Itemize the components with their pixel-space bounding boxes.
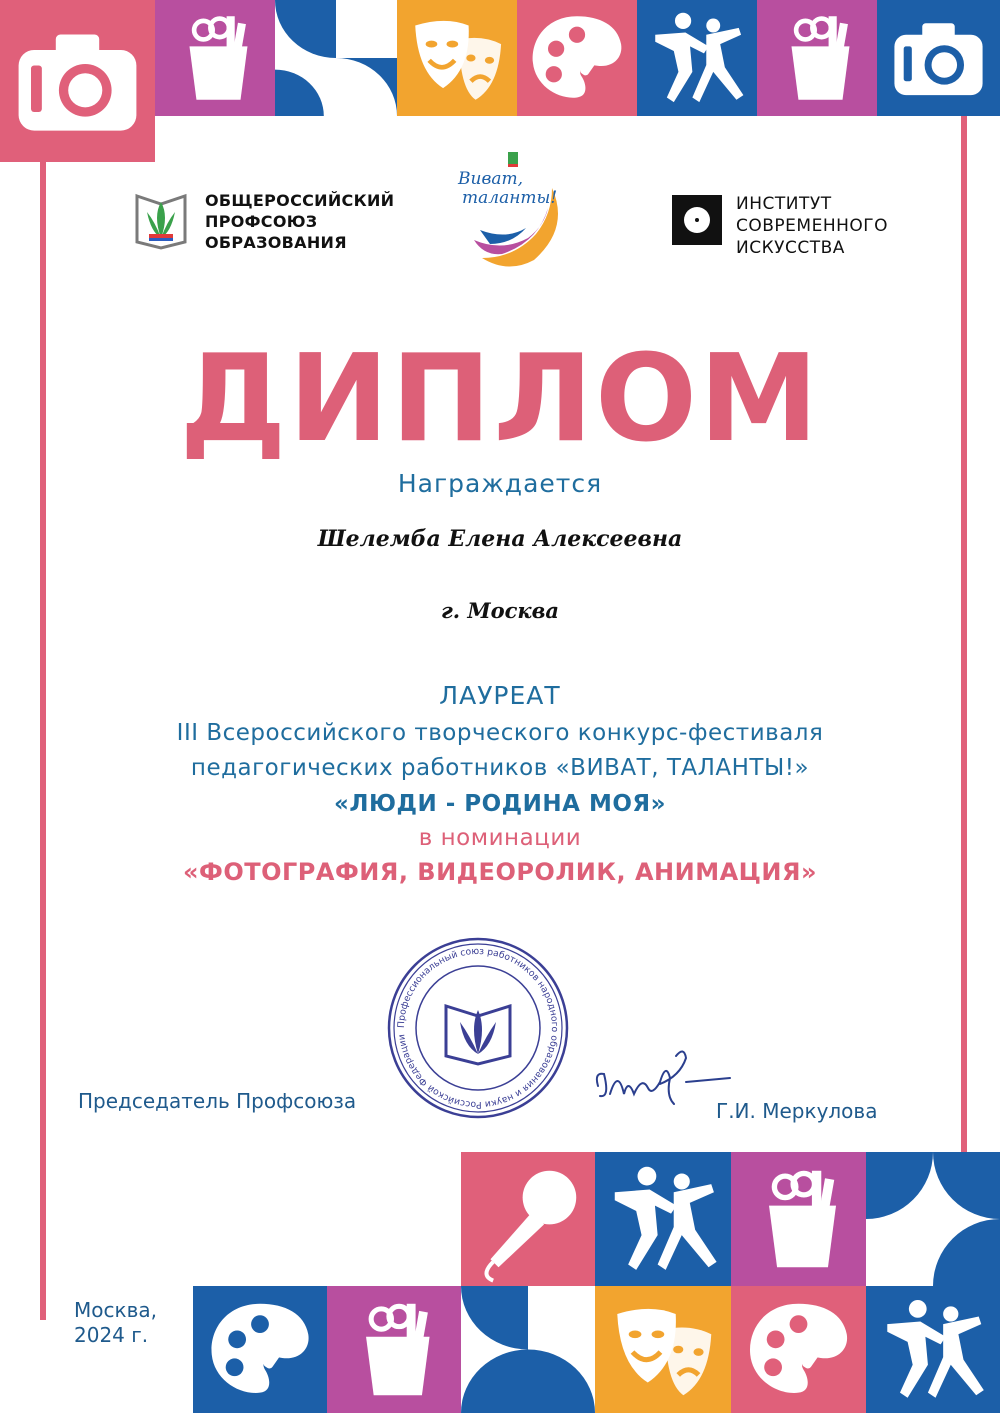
union-logo-line: ОБЩЕРОССИЙСКИЙ (205, 191, 395, 210)
palette-icon (193, 1286, 327, 1413)
camera-tile-small (877, 0, 1000, 116)
vivat-logo (452, 148, 572, 272)
footer-city: Москва, (74, 1298, 157, 1322)
award-rank: ЛАУРЕАТ (439, 681, 561, 710)
contest-line-2: педагогических работников «ВИВАТ, ТАЛАНТЫ!» (190, 755, 810, 781)
contest-line-1: III Всероссийского творческого конкурс-фестиваля (176, 720, 824, 746)
union-logo-line: ПРОФСОЮЗ (205, 212, 318, 231)
union-emblem-icon (133, 188, 189, 250)
palette-tile (731, 1286, 866, 1413)
pencil-cup-tile-2 (757, 0, 877, 116)
recipient-name: Шелемба Елена Алексеевна (317, 526, 683, 552)
palette-tile (517, 0, 637, 116)
footer-year: 2024 г. (74, 1323, 149, 1347)
pencil-cup-tile (327, 1286, 461, 1413)
pencil-cup-icon (731, 1152, 866, 1286)
dancers-icon (637, 0, 757, 116)
official-stamp (386, 936, 570, 1120)
theatre-masks-icon (595, 1286, 731, 1413)
palette-tile (193, 1286, 327, 1413)
dancers-icon (866, 1286, 1000, 1413)
institute-logo (672, 193, 912, 258)
footer-place-date (74, 1298, 157, 1348)
theatre-masks-icon (397, 0, 517, 116)
nomination-title: «ФОТОГРАФИЯ, ВИДЕОРОЛИК, АНИМАЦИЯ» (183, 858, 817, 886)
union-logo-line: ОБРАЗОВАНИЯ (205, 233, 347, 252)
masks-tile (397, 0, 517, 116)
nomination-label: в номинации (418, 825, 582, 851)
geo-tile (866, 1152, 1000, 1286)
awarded-label: Награждается (397, 469, 603, 498)
frame-right-line (961, 116, 967, 1156)
signatory-name: Г.И. Меркулова (716, 1099, 878, 1123)
union-logo (133, 188, 395, 252)
dancers-tile (595, 1152, 731, 1286)
palette-icon (731, 1286, 866, 1413)
institute-logo-line: СОВРЕМЕННОГО (736, 216, 889, 236)
diploma-title: ДИПЛОМ (179, 330, 821, 469)
institute-emblem-icon (672, 195, 722, 245)
masks-tile (595, 1286, 731, 1413)
signatory-position: Председатель Профсоюза (78, 1089, 357, 1113)
palette-icon (517, 0, 637, 116)
dancers-tile (637, 0, 757, 116)
vivat-logo-line1: Виват, (458, 169, 523, 189)
camera-icon (877, 0, 1000, 116)
microphone-icon (461, 1152, 595, 1286)
pencil-cup-tile (731, 1152, 866, 1286)
stamp-ring-text: Профессиональный союз работников народного образования и науки Российской Федерации (395, 945, 561, 1111)
svg-text:Профессиональный союз работник (386, 936, 560, 1110)
geo-tile (461, 1286, 595, 1413)
camera-tile-large (0, 0, 155, 162)
microphone-tile-icon (461, 1152, 595, 1286)
dancers-icon (595, 1152, 731, 1286)
geo-tile (275, 0, 397, 116)
contest-theme: «ЛЮДИ - РОДИНА МОЯ» (334, 791, 666, 817)
institute-logo-line: ИНСТИТУТ (736, 194, 832, 214)
pencil-cup-tile (155, 0, 275, 116)
dancers-tile (866, 1286, 1000, 1413)
vivat-logo-line2: таланты! (462, 188, 558, 208)
pencil-cup-icon (155, 0, 275, 116)
institute-logo-line: ИСКУССТВА (736, 238, 845, 258)
pencil-cup-icon (757, 0, 877, 116)
camera-icon (0, 0, 155, 162)
pencil-cup-icon (327, 1286, 461, 1413)
recipient-city: г. Москва (440, 598, 560, 623)
